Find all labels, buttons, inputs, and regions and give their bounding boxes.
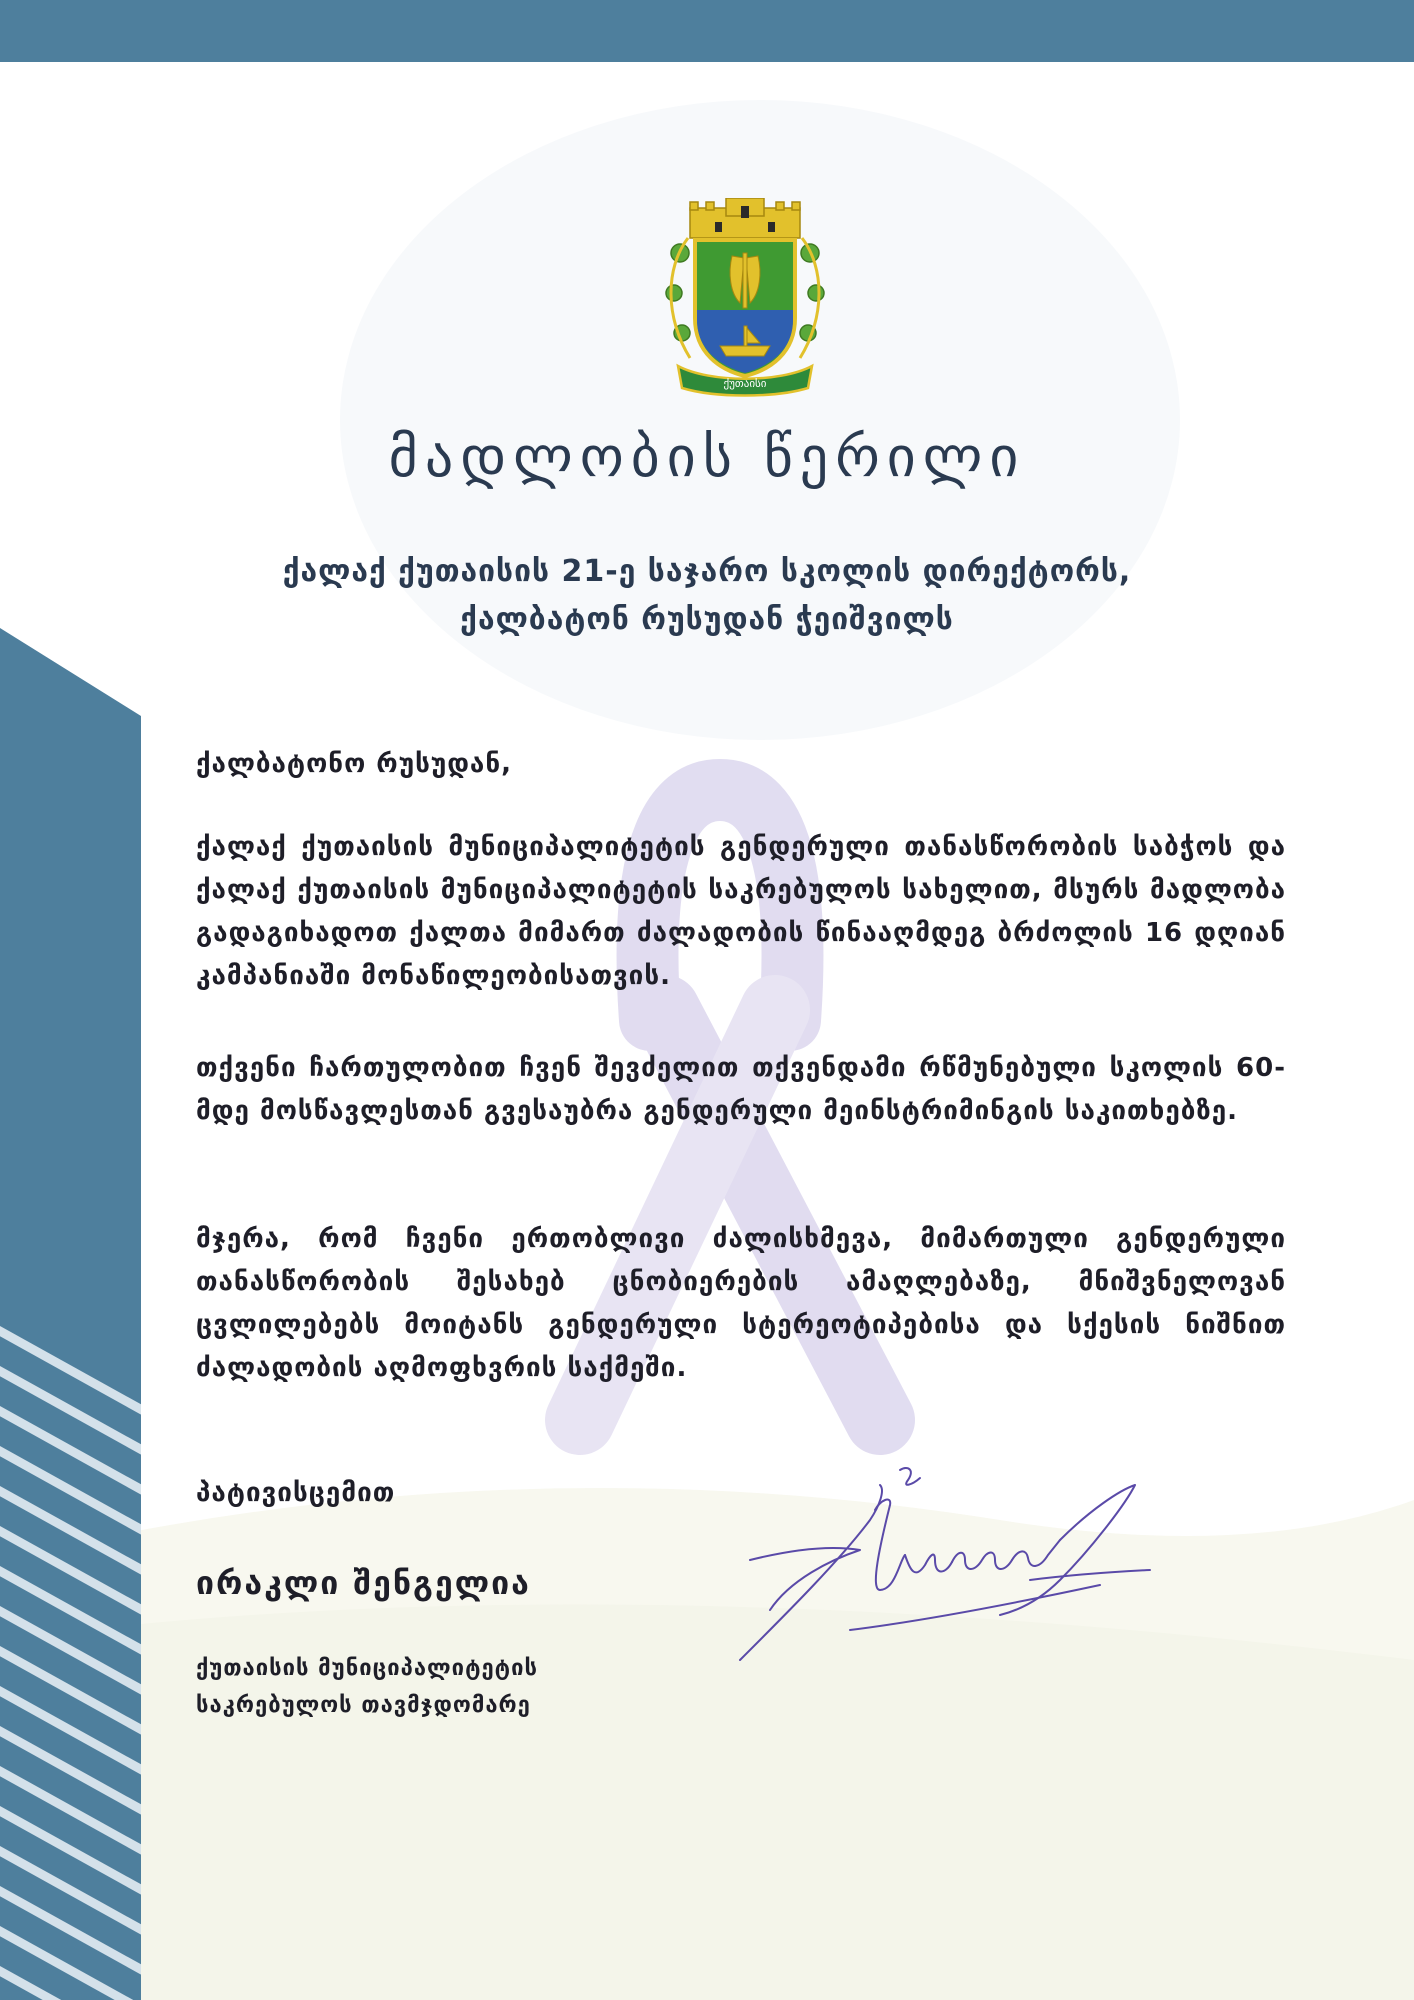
signer-title-line-2: საკრებულოს თავმჯდომარე — [196, 1693, 531, 1718]
paragraph-3: მჯერა, რომ ჩვენი ერთობლივი ძალისხმევა, მიმართული გენდერული თანასწორობის შესახებ ცნობიერების ამაღლებაზე, მნიშვნელოვან ცვლილებებს მოიტანს გენდერული სტერეოტიპებისა და სქესის ნიშნით ძალადობის აღმოფხვრის საქმეში. — [196, 1224, 1286, 1383]
signature — [730, 1450, 1230, 1670]
letter-title: მადლობის წერილი — [388, 425, 1026, 490]
recipient-line-1: ქალაქ ქუთაისის 21-ე საჯარო სკოლის დირექტორს, — [282, 554, 1132, 589]
salutation: ქალბატონო რუსუდან, — [196, 749, 512, 779]
paragraph-2: თქვენი ჩართულობით ჩვენ შევძელით თქვენდამი რწმუნებული სკოლის 60-მდე მოსწავლესთან გვესაუბრა გენდერული მეინსტრიმინგის საკითხებზე. — [196, 1053, 1286, 1126]
recipient-block — [0, 548, 1414, 644]
bg-circle — [340, 100, 1180, 740]
recipient-line-2: ქალბატონ რუსუდან ჭეიშვილს — [460, 602, 954, 637]
top-band — [0, 0, 1414, 62]
closing: პატივისცემით — [196, 1478, 396, 1508]
signer-name: ირაკლი შენგელია — [196, 1564, 531, 1602]
emblem-banner-text: ქუთაისი — [723, 377, 767, 390]
signer-title-line-1: ქუთაისის მუნიციპალიტეტის — [196, 1656, 538, 1681]
coat-of-arms-icon — [660, 198, 830, 398]
signer-title — [196, 1650, 538, 1724]
paragraph-1: ქალაქ ქუთაისის მუნიციპალიტეტის გენდერული თანასწორობის საბჭოს და ქალაქ ქუთაისის მუნიციპალიტეტის საკრებულოს სახელით, მსურს მადლობა გადაგიხადოთ ქალთა მიმართ ძალადობის წინააღმდეგ ბრძოლის 16 დღიან კამპანიაში მონაწილეობისათვის. — [196, 832, 1286, 991]
